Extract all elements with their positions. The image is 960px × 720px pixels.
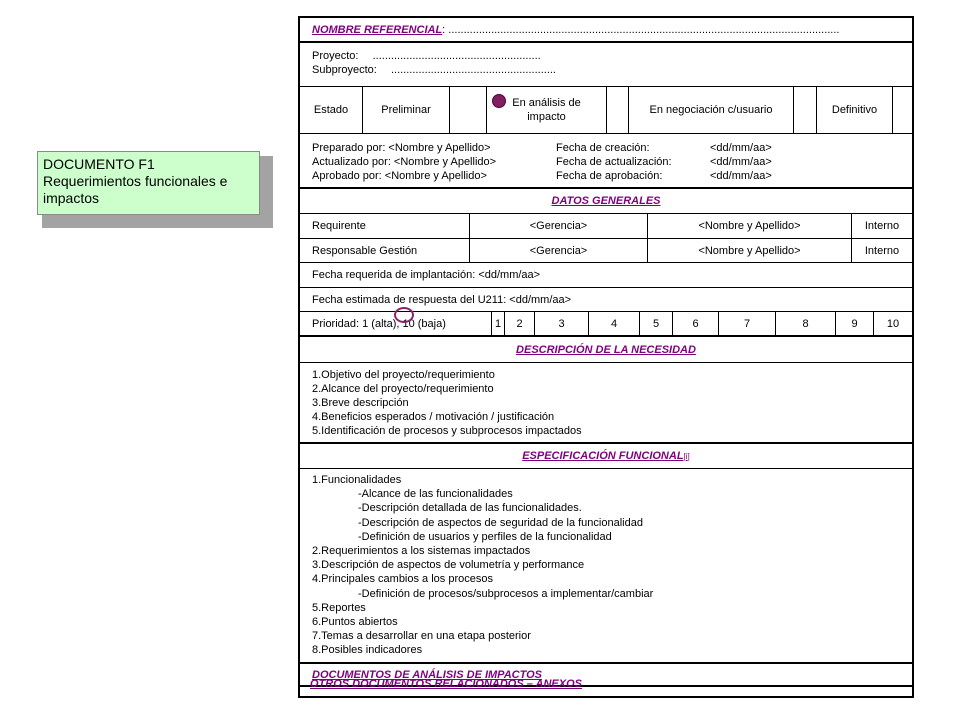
necesidad-item-4: 4.Beneficios esperados / motivación / justificación: [312, 411, 555, 423]
responsable-nombre[interactable]: <Nombre y Apellido>: [647, 239, 851, 262]
requirente-tipo[interactable]: Interno: [851, 214, 912, 238]
fecha-aprobacion-value[interactable]: <dd/mm/aa>: [710, 170, 772, 182]
proyecto-label: Proyecto:: [312, 50, 359, 62]
necesidad-item-2: 2.Alcance del proyecto/requerimiento: [312, 383, 494, 395]
fecha-estimada[interactable]: Fecha estimada de respuesta del U211: <dd/mm/aa>: [312, 293, 572, 306]
prioridad-1[interactable]: 1: [491, 312, 504, 335]
estado-option-preliminar: Preliminar: [362, 87, 449, 133]
prioridad-5[interactable]: 5: [639, 312, 672, 335]
estado-checkbox-analisis[interactable]: [606, 87, 628, 133]
requirente-row: [300, 214, 912, 239]
estado-row: [300, 87, 912, 134]
prioridad-9[interactable]: 9: [835, 312, 873, 335]
responsable-row: [300, 239, 912, 263]
necesidad-list: [312, 368, 904, 438]
fecha-requerida[interactable]: Fecha requerida de implantación: <dd/mm/aa>: [312, 269, 541, 281]
especificacion-item: 7.Temas a desarrollar en una etapa posterior: [312, 630, 531, 643]
estado-option-definitivo: Definitivo: [816, 87, 892, 133]
necesidad-header: [300, 337, 912, 363]
prioridad-2[interactable]: 2: [504, 312, 534, 335]
prioridad-7[interactable]: 7: [718, 312, 775, 335]
especificacion-content: [300, 469, 912, 664]
fecha-estimada-row: [300, 288, 912, 312]
responsable-tipo[interactable]: Interno: [851, 239, 912, 262]
especificacion-footnote[interactable]: [i]: [683, 451, 690, 461]
estado-checkbox-negociacion[interactable]: [793, 87, 816, 133]
requirements-form: [298, 16, 914, 698]
fecha-creacion-label: Fecha de creación:: [556, 142, 650, 154]
estado-label: Estado: [313, 104, 349, 116]
prioridad-3[interactable]: 3: [534, 312, 588, 335]
especificacion-item: 8.Posibles indicadores: [312, 644, 423, 657]
callout-line-2: Requerimientos funcionales e: [43, 173, 228, 189]
datos-generales-header: [300, 189, 912, 214]
preparado-por: Preparado por: <Nombre y Apellido>: [312, 142, 491, 154]
especificacion-header-cell: [300, 444, 912, 468]
priority-marker-ring: [394, 307, 414, 323]
aprobado-por: Aprobado por: <Nombre y Apellido>: [312, 170, 487, 182]
requirente-gerencia[interactable]: <Gerencia>: [469, 214, 647, 238]
especificacion-item: -Descripción de aspectos de seguridad de la funcionalidad: [358, 516, 643, 529]
especificacion-item: -Descripción detallada de las funcionalidades.: [358, 502, 582, 515]
necesidad-item-1: 1.Objetivo del proyecto/requerimiento: [312, 369, 495, 381]
estado-checkbox-definitivo[interactable]: [892, 87, 912, 133]
requirente-nombre[interactable]: <Nombre y Apellido>: [647, 214, 851, 238]
fecha-aprobacion-label: Fecha de aprobación:: [556, 170, 663, 182]
especificacion-item: -Definición de procesos/subprocesos a implementar/cambiar: [358, 587, 654, 600]
necesidad-item-3: 3.Breve descripción: [312, 397, 409, 409]
proyecto-block: [312, 49, 904, 77]
prioridad-8[interactable]: 8: [775, 312, 835, 335]
especificacion-item: -Alcance de las funcionalidades: [358, 488, 513, 501]
prioridad-6[interactable]: 6: [672, 312, 718, 335]
otros-documentos-cell: [310, 678, 582, 690]
especificacion-item: 6.Puntos abiertos: [312, 616, 398, 629]
documentos-impactos-title[interactable]: DOCUMENTOS DE ANÁLISIS DE IMPACTOS: [312, 668, 543, 681]
responsable-gerencia[interactable]: <Gerencia>: [469, 239, 647, 262]
fecha-creacion-value[interactable]: <dd/mm/aa>: [710, 142, 772, 154]
estado-option-negociacion: En negociación c/usuario: [628, 87, 793, 133]
necesidad-item-5: 5.Identificación de procesos y subprocesos impactados: [312, 425, 582, 437]
necesidad-title[interactable]: DESCRIPCIÓN DE LA NECESIDAD: [516, 343, 696, 356]
especificacion-list: [312, 473, 904, 658]
especificacion-title[interactable]: ESPECIFICACIÓN FUNCIONAL: [522, 450, 684, 462]
requirente-label: Requirente: [312, 220, 366, 232]
otros-documentos-title[interactable]: OTROS DOCUMENTOS RELACIONADOS – ANEXOS: [310, 678, 582, 690]
necesidad-content: [300, 363, 912, 444]
nombre-referencial-row: [300, 18, 912, 43]
document-title-callout: [37, 151, 260, 215]
especificacion-item: 5.Reportes: [312, 601, 366, 614]
proyecto-row: [300, 43, 912, 87]
responsable-label: Responsable Gestión: [312, 244, 418, 257]
estado-checkbox-preliminar[interactable]: [449, 87, 486, 133]
especificacion-item: 2.Requerimientos a los sistemas impactados: [312, 545, 531, 558]
subproyecto-dots[interactable]: ......................................................: [390, 64, 556, 76]
fecha-requerida-row: [300, 263, 912, 288]
nombre-referencial-label[interactable]: NOMBRE REFERENCIAL: [312, 23, 443, 36]
estado-option-analisis: En análisis de impacto: [486, 87, 606, 133]
subproyecto-label: Subproyecto:: [312, 64, 377, 76]
especificacion-item: 1.Funcionalidades: [312, 474, 402, 486]
nombre-referencial-dots: : ................................................................................................................................: [442, 23, 840, 36]
subproyecto-line: [312, 63, 904, 77]
proyecto-line: [312, 49, 904, 63]
especificacion-item: -Definición de usuarios y perfiles de la funcionalidad: [358, 530, 612, 543]
fecha-actualizacion-value[interactable]: <dd/mm/aa>: [710, 156, 772, 168]
callout-line-3: impactos: [43, 190, 100, 206]
especificacion-item: 4.Principales cambios a los procesos: [312, 573, 493, 586]
nombre-referencial-cell: [300, 18, 912, 41]
datos-generales-cell: [300, 189, 912, 213]
proyecto-dots[interactable]: .......................................................: [372, 50, 541, 62]
especificacion-item: 3.Descripción de aspectos de volumetría y performance: [312, 559, 585, 572]
status-marker-dot: [492, 94, 506, 108]
especificacion-header: [300, 444, 912, 469]
actualizado-por: Actualizado por: <Nombre y Apellido>: [312, 156, 497, 168]
fecha-actualizacion-label: Fecha de actualización:: [556, 156, 672, 168]
prioridad-label: Prioridad: 1 (alta), 10 (baja): [312, 317, 446, 330]
prioridad-10[interactable]: 10: [873, 312, 912, 335]
datos-generales-title[interactable]: DATOS GENERALES: [551, 195, 661, 207]
necesidad-header-cell: [300, 337, 912, 362]
prioridad-row: [300, 312, 912, 337]
callout-line-1: DOCUMENTO F1: [43, 156, 155, 172]
responsables-row: [300, 134, 912, 189]
prioridad-4[interactable]: 4: [588, 312, 639, 335]
